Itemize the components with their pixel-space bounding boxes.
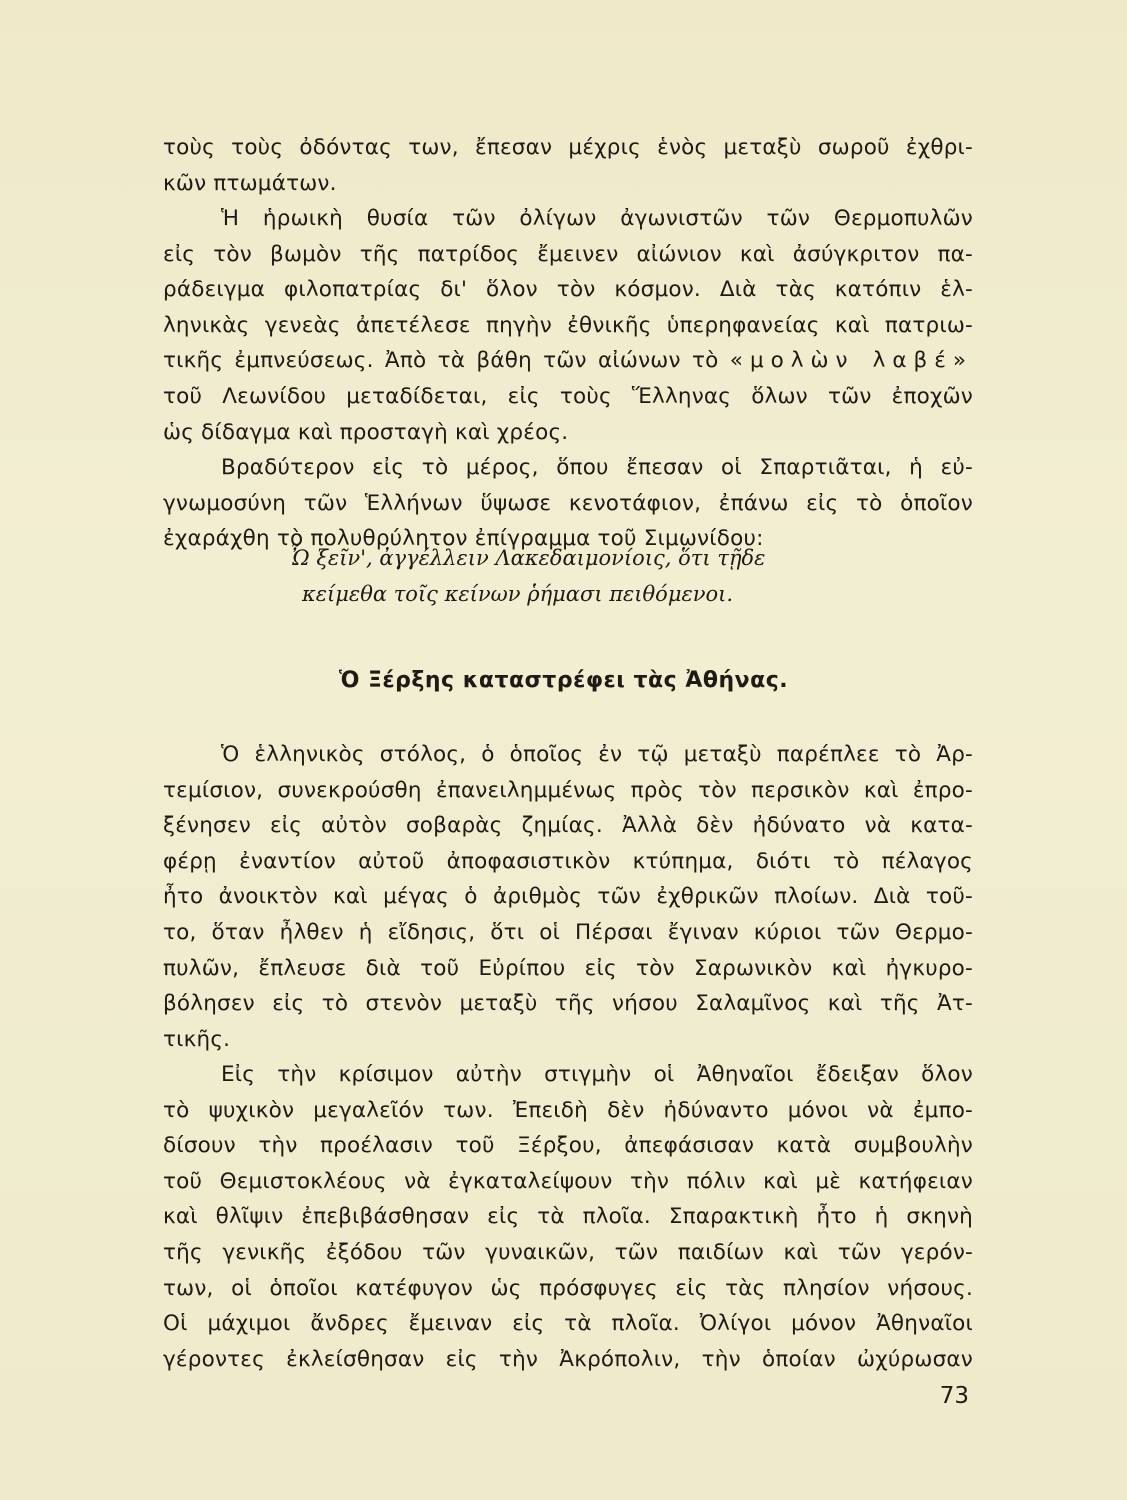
text-line: γνωμοσύνη τῶν Ἑλλήνων ὕψωσε κενοτάφιον, ἐπάνω εἰς τὸ ὁποῖον: [163, 490, 973, 516]
text-line: ληνικὰς γενεὰς ἀπετέλεσε πηγὴν ἐθνικῆς ὑπερηφανείας καὶ πατριω-: [163, 312, 973, 338]
text-line: τικῆς.: [163, 1026, 231, 1052]
epigram-line: Ὦ ξεῖν', ἀγγέλλειν Λακεδαιμονίοις, ὅτι τῇδε: [290, 546, 766, 570]
text-line: ράδειγμα φιλοπατρίας δι' ὅλον τὸν κόσμον. Διὰ τὰς κατόπιν ἑλ-: [163, 277, 973, 303]
section-heading: Ὁ Ξέρξης καταστρέφει τὰς Ἀθήνας.: [338, 668, 789, 693]
text-line: τὸ ψυχικὸν μεγαλεῖόν των. Ἐπειδὴ δὲν ἠδύναντο μόνοι νὰ ἐμπο-: [163, 1097, 973, 1123]
text-line: ἐχαράχθη τὸ πολυθρύλητον ἐπίγραμμα τοῦ Σιμωνίδου:: [163, 526, 764, 552]
paragraph-thermopylae-sacrifice: [163, 201, 973, 450]
page-number: 73: [939, 1383, 969, 1409]
text-line: τοῦ Θεμιστοκλέους νὰ ἐγκαταλείψουν τὴν πόλιν καὶ μὲ κατήφειαν: [163, 1168, 973, 1194]
text-line: γέροντες ἐκλείσθησαν εἰς τὴν Ἀκρόπολιν, τὴν ὁποίαν ὠχύρωσαν: [163, 1346, 973, 1372]
text-line: βόλησεν εἰς τὸ στενὸν μεταξὺ τῆς νήσου Σαλαμῖνος καὶ τῆς Ἀτ-: [163, 991, 973, 1017]
paragraph-greek-fleet: [163, 737, 973, 1057]
text-line: τεμίσιον, συνεκρούσθη ἐπανειλημμένως πρὸς τὸν περσικὸν καὶ ἐπρο-: [163, 777, 973, 803]
text-line: δίσουν τὴν προέλασιν τοῦ Ξέρξου, ἀπεφάσισαν κατὰ συμβουλὴν: [163, 1133, 973, 1159]
text-line: ξένησεν εἰς αὐτὸν σοβαρὰς ζημίας. Ἀλλὰ δὲν ἠδύνατο νὰ κατα-: [163, 813, 973, 839]
text-line: ἦτο ἀνοικτὸν καὶ μέγας ὁ ἀριθμὸς τῶν ἐχθρικῶν πλοίων. Διὰ τοῦ-: [163, 884, 973, 910]
epigram-line: κείμεθα τοῖς κείνων ῥήμασι πειθόμενοι.: [302, 582, 734, 606]
text-line: Οἱ μάχιμοι ἄνδρες ἔμειναν εἰς τὰ πλοῖα. Ὀλίγοι μόνον Ἀθηναῖοι: [163, 1311, 973, 1337]
paragraph-continuation: [163, 130, 973, 201]
text-line: καὶ θλῖψιν ἐπεβιβάσθησαν εἰς τὰ πλοῖα. Σπαρακτικὴ ἦτο ἡ σκηνὴ: [163, 1204, 973, 1230]
text-segment: τικῆς ἐμπνεύσεως. Ἀπὸ τὰ βάθη τῶν αἰώνων τὸ: [163, 348, 719, 374]
text-line: τοῦ Λεωνίδου μεταδίδεται, εἰς τοὺς Ἕλληνας ὅλων τῶν ἐποχῶν: [163, 383, 973, 409]
molon-labe-quote: «μολὼν λαβέ»: [729, 348, 973, 374]
text-line: Εἰς τὴν κρίσιμον αὐτὴν στιγμὴν οἱ Ἀθηναῖοι ἔδειξαν ὅλον: [221, 1062, 973, 1087]
text-line: τοὺς τοὺς ὀδόντας των, ἔπεσαν μέχρις ἑνὸς μεταξὺ σωροῦ ἐχθρι-: [163, 135, 973, 160]
text-line: Ἡ ἡρωικὴ θυσία τῶν ὀλίγων ἀγωνιστῶν τῶν Θερμοπυλῶν: [221, 206, 973, 231]
paragraph-athenians-evacuate: [163, 1057, 973, 1377]
text-line: εἰς τὸν βωμὸν τῆς πατρίδος ἔμεινεν αἰώνιον καὶ ἀσύγκριτον πα-: [163, 241, 973, 267]
text-line: Ὁ ἑλληνικὸς στόλος, ὁ ὁποῖος ἐν τῷ μεταξὺ παρέπλεε τὸ Ἀρ-: [221, 742, 973, 767]
text-line: Βραδύτερον εἰς τὸ μέρος, ὅπου ἔπεσαν οἱ Σπαρτιᾶται, ἡ εὐ-: [221, 455, 973, 480]
text-line: τῆς γενικῆς ἐξόδου τῶν γυναικῶν, τῶν παιδίων καὶ τῶν γερόν-: [163, 1239, 973, 1265]
text-line: ὡς δίδαγμα καὶ προσταγὴ καὶ χρέος.: [163, 419, 569, 445]
text-line: φέρῃ ἐναντίον αὐτοῦ ἀποφασιστικὸν κτύπημα, διότι τὸ πέλαγος: [163, 848, 973, 874]
text-line: το, ὅταν ἦλθεν ἡ εἴδησις, ὅτι οἱ Πέρσαι ἔγιναν κύριοι τῶν Θερμο-: [163, 919, 973, 945]
text-line: πυλῶν, ἔπλευσε διὰ τοῦ Εὐρίπου εἰς τὸν Σαρωνικὸν καὶ ἠγκυρο-: [163, 955, 973, 981]
text-line: κῶν πτωμάτων.: [163, 170, 337, 196]
simonides-epigram: [290, 540, 890, 612]
text-line-with-quote: [163, 343, 973, 379]
text-line: των, οἱ ὁποῖοι κατέφυγον ὡς πρόσφυγες εἰς τὰς πλησίον νήσους.: [163, 1275, 973, 1301]
